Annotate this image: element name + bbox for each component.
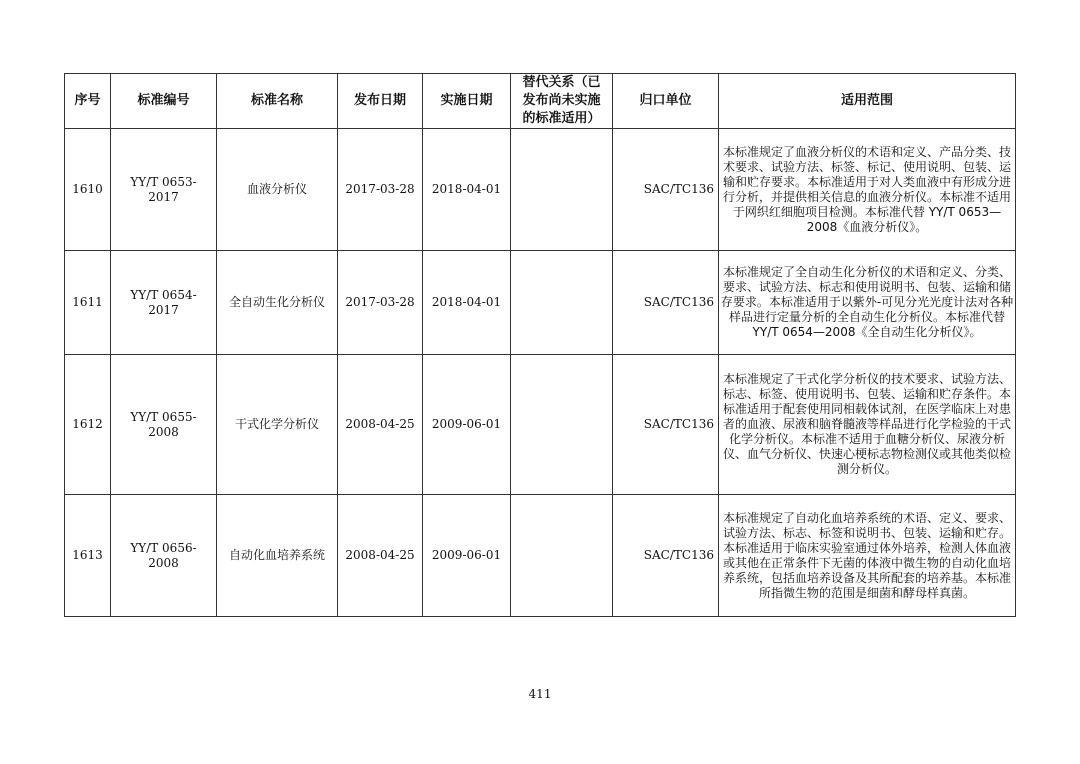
header-code: 标准编号 bbox=[111, 74, 217, 129]
table-row bbox=[65, 251, 1016, 355]
cell-implement-date: 2009-06-01 bbox=[423, 355, 511, 495]
cell-implement-date: 2018-04-01 bbox=[423, 129, 511, 251]
cell-scope: 本标准规定了全自动生化分析仪的术语和定义、分类、要求、试验方法、标志和使用说明书、包装、运输和储存要求。本标准适用于以紫外-可见分光光度计法对各种样品进行定量分析的全自动生化分析仪。本标准代替 YY/T 0654—2008《全自动生化分析仪》。 bbox=[719, 251, 1016, 355]
cell-name: 全自动生化分析仪 bbox=[217, 251, 338, 355]
header-name: 标准名称 bbox=[217, 74, 338, 129]
cell-code: YY/T 0656-2008 bbox=[111, 495, 217, 617]
cell-scope: 本标准规定了自动化血培养系统的术语、定义、要求、试验方法、标志、标签和说明书、包装、运输和贮存。本标准适用于临床实验室通过体外培养，检测人体血液或其他在正常条件下无菌的体液中微生物的自动化血培养系统，包括血培养设备及其所配套的培养基。本标准所指微生物的范围是细菌和酵母样真菌。 bbox=[719, 495, 1016, 617]
cell-name: 干式化学分析仪 bbox=[217, 355, 338, 495]
header-seq: 序号 bbox=[65, 74, 111, 129]
cell-seq: 1613 bbox=[65, 495, 111, 617]
cell-unit: SAC/TC136 bbox=[613, 129, 719, 251]
table-row bbox=[65, 495, 1016, 617]
cell-seq: 1612 bbox=[65, 355, 111, 495]
cell-code: YY/T 0653-2017 bbox=[111, 129, 217, 251]
cell-code: YY/T 0655-2008 bbox=[111, 355, 217, 495]
cell-unit: SAC/TC136 bbox=[613, 495, 719, 617]
table-row bbox=[65, 129, 1016, 251]
cell-seq: 1610 bbox=[65, 129, 111, 251]
cell-scope: 本标准规定了干式化学分析仪的技术要求、试验方法、标志、标签、使用说明书、包装、运输和贮存条件。本标准适用于配套使用同相载体试剂，在医学临床上对患者的血液、尿液和脑脊髓液等样品进行化学检验的干式化学分析仪。本标准不适用于血糖分析仪、尿液分析仪、血气分析仪、快速心梗标志物检测仪或其他类似检测分析仪。 bbox=[719, 355, 1016, 495]
header-unit: 归口单位 bbox=[613, 74, 719, 129]
cell-replacement bbox=[511, 251, 613, 355]
cell-implement-date: 2009-06-01 bbox=[423, 495, 511, 617]
cell-publish-date: 2008-04-25 bbox=[338, 495, 423, 617]
cell-replacement bbox=[511, 495, 613, 617]
cell-publish-date: 2017-03-28 bbox=[338, 251, 423, 355]
cell-implement-date: 2018-04-01 bbox=[423, 251, 511, 355]
cell-name: 血液分析仪 bbox=[217, 129, 338, 251]
header-publish-date: 发布日期 bbox=[338, 74, 423, 129]
cell-unit: SAC/TC136 bbox=[613, 251, 719, 355]
cell-scope: 本标准规定了血液分析仪的术语和定义、产品分类、技术要求、试验方法、标签、标记、使用说明、包装、运输和贮存要求。本标准适用于对人类血液中有形成分进行分析，并提供相关信息的血液分析仪。本标准不适用于网织红细胞项目检测。本标准代替 YY/T 0653—2008《血液分析仪》。 bbox=[719, 129, 1016, 251]
header-implement-date: 实施日期 bbox=[423, 74, 511, 129]
cell-replacement bbox=[511, 129, 613, 251]
standards-table bbox=[64, 73, 1016, 617]
cell-publish-date: 2017-03-28 bbox=[338, 129, 423, 251]
cell-unit: SAC/TC136 bbox=[613, 355, 719, 495]
cell-replacement bbox=[511, 355, 613, 495]
cell-publish-date: 2008-04-25 bbox=[338, 355, 423, 495]
table-row bbox=[65, 355, 1016, 495]
header-scope: 适用范围 bbox=[719, 74, 1016, 129]
header-replacement: 替代关系（已发布尚未实施的标准适用） bbox=[511, 74, 613, 129]
cell-seq: 1611 bbox=[65, 251, 111, 355]
cell-name: 自动化血培养系统 bbox=[217, 495, 338, 617]
page-number: 411 bbox=[528, 687, 552, 701]
cell-code: YY/T 0654-2017 bbox=[111, 251, 217, 355]
header-row bbox=[65, 74, 1016, 129]
